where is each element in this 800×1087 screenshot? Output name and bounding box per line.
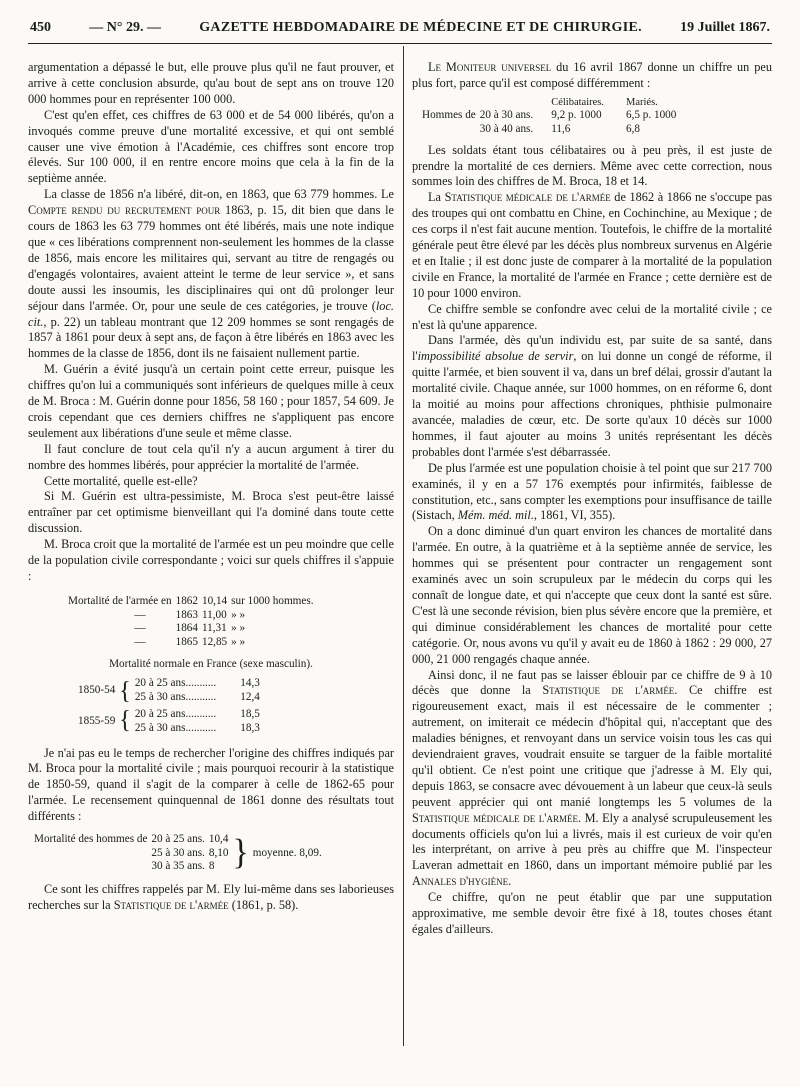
paragraph: La classe de 1856 n'a libéré, dit-on, en 1863, que 63 779 hommes. Le Compte rendu du recrutement pour 1863, p. 15, dit bien que dans le cours de 1863 les 63 779 hommes ont été libérés, mais une note indique que « ces libérations comprennent non-seulement les hommes de la classe de 1856, mais encore les militaires qui, servant au titre de rengagés ou d'engagés volontaires, avaient atteint le terme de leur service », et sans doute aussi les insoumis, les disciplinaires qui ont dû prolonger leur séjour dans l'armée. Or, pour une seule de ces catégories, je trouve (loc. cit., p. 22) un tableau montrant que 12 209 hommes se sont rengagés de 1857 à 1861 pour deux à sept ans, de façon à être libérés en 1863 avec les hommes de la classe de 1856, dont ils ne faisaient nullement partie. <box>28 187 394 361</box>
mean-value: moyenne. 8,09. <box>252 846 322 859</box>
issue-date: 19 Juillet 1867. <box>680 20 770 35</box>
paragraph: Ainsi donc, il ne faut pas se laisser éblouir par ce chiffre de 9 à 10 décès que donne la Statistique de l'armée. Ce chiffre est rigoureusement exact, mais il est nécessaire de le commenter ; autrement, on imiterait ce médecin d'hôpital qui, n'acceptant que des maladies bénignes, et renvoyant dans un service voisin tous les cas qui deviendraient graves, voudrait ensuite se targuer de la faible mortalité qu'il obtient. Ce n'est point une critique que j'adresse à M. Ely qui, depuis 1863, se consacre avec dévouement à un labeur que ceux-là seuls peuvent apprécier qui ont manié longtemps les 5 volumes de la Statistique médicale de l'armée. M. Ely a analysé scrupuleusement les documents officiels qu'on lui a livrés, mais il est curieux de voir qu'en les interprétant, on arrive à peu près au chiffre que M. l'inspecteur Laveran admettait en 1860, dans un important mémoire publié par les Annales d'hygiène. <box>412 667 772 889</box>
table-row: — 1863 11,00 » » <box>134 608 246 621</box>
brace-glyph: } <box>232 832 249 872</box>
paragraph: M. Guérin a évité jusqu'à un certain point cette erreur, puisque les chiffres qu'on lui a communiqués sont inférieurs de quelques mille à ceux de M. Broca : M. Guérin donne pour 1856, 58 160 ; pour 1857, 54 609. Je crois cependant que ces derniers chiffres ne s'appliquent pas encore seulement aux libérations d'une seule et même classe. <box>28 362 394 440</box>
paragraph: Le Moniteur universel du 16 avril 1867 donne un chiffre un peu plus fort, parce qu'il est composé différemment : <box>412 60 772 90</box>
brace-glyph: { <box>119 677 131 705</box>
paragraph: Ce chiffre semble se confondre avec celui de la mortalité civile ; ce n'est là qu'une apparence. <box>412 301 772 332</box>
table-label: Hommes de <box>422 109 476 122</box>
table-row: — 1865 12,85 » » <box>134 635 246 648</box>
table-row: 1855-59 { 20 à 25 ans........... 18,5 <box>78 706 260 734</box>
paragraph: La Statistique médicale de l'armée de 1862 à 1866 ne s'occupe pas des troupes qui ont combattu en Chine, en Cochinchine, au Mexique ; de ces corps il n'est fait aucune mention. Toutefois, le chiffre de la mortalité générale peut être élevé par les décès plus nombreux survenus en Algérie et en Italie ; il est donc juste de comparer à la mortalité de la population civile en France, la mortalité de l'armée en France ; cette dernière est de 10 pour 1000 environ. <box>412 190 772 300</box>
paragraph: C'est qu'en effet, ces chiffres de 63 000 et de 54 000 libérés, qu'on a invoqués comme preuve d'une mortalité excessive, et qui ont semblé causer une vive émotion à l'Académie, ces chiffres sont encore trop élevés. Sur 100 000, il en rentre encore moins que cela à la fin de la septième année. <box>28 107 394 186</box>
table-row: Mortalité de l'armée en 1862 10,14 sur 1000 hommes. <box>68 594 314 607</box>
page-number: 450 <box>30 20 51 35</box>
table-row: Hommes de 20 à 30 ans. 9,2 p. 1000 6,5 p. 1000 <box>422 109 677 122</box>
table-row: 25 à 30 ans. 8,10 <box>151 846 229 859</box>
table-row: Mortalité des hommes de 20 à 25 ans. 10,4 } moyenne. 8,09. <box>34 833 326 847</box>
left-column <box>28 60 394 914</box>
paragraph: Je n'ai pas eu le temps de rechercher l'origine des chiffres indiqués par M. Broca pour la mortalité civile ; mais pourquoi recourir à la statistique de 1850-59, quand il s'agit de la comparer à celle de 1862-65 pour l'armée. Le recensement quinquennal de 1861 donne des résultats tout différents : <box>28 745 394 824</box>
table-row: 30 à 35 ans. 8 <box>151 860 215 873</box>
paragraph: Les soldats étant tous célibataires ou à peu près, il est juste de prendre la mortalité de ces derniers. Même avec cette correction, nous sommes loin des chiffres de M. Broca, 18 et 14. <box>412 142 772 189</box>
table-row: 30 à 40 ans. 11,6 6,8 <box>479 123 640 135</box>
right-column <box>412 60 772 938</box>
column-divider <box>403 46 404 1046</box>
issue-number: — N° 29. — <box>89 20 161 35</box>
brace-glyph: { <box>119 706 131 734</box>
journal-title: GAZETTE HEBDOMADAIRE DE MÉDECINE ET DE CHIRURGIE. <box>199 20 642 35</box>
army-mortality-table <box>68 595 318 649</box>
paragraph: De plus l'armée est une population choisie à tel point que sur 217 700 examinés, il y en a 57 176 exemptés pour infirmités, faiblesse de constitution, etc., sans compter les exemptions pour insuffisance de taille (Sistach, Mém. méd. mil., 1861, VI, 355). <box>412 460 772 523</box>
table-header-row <box>422 96 680 110</box>
table-row: 25 à 30 ans........... 12,4 <box>134 690 260 703</box>
marital-mortality-table <box>422 96 680 137</box>
column-header: Célibataires. <box>551 96 604 108</box>
paragraph: On a donc diminué d'un quart environ les chances de mortalité dans l'armée. En outre, à la quatrième et à la septième année de service, les hommes qui se présentent pour contracter un rengagement sont examinés avec un soin scrupuleux par le médecin du corps qui les connaît de longue date, et qui n'accepte que ceux dont la santé est sûre. C'est là une seconde révision, bien plus sévère encore que la première, et qui diminue considérablement les chances de mortalité pour cette catégorie. Or, nous avons vu qu'il y avait eu de 1860 à 1862 : 29 000, 27 000, 21 000 rengagés chaque année. <box>412 524 772 666</box>
paragraph: M. Broca croit que la mortalité de l'armée est un peu moindre que celle de la population civile correspondante ; voici sur quels chiffres il s'appuie : <box>28 537 394 583</box>
table-label: Mortalité des hommes de <box>34 833 148 846</box>
paragraph: Si M. Guérin est ultra-pessimiste, M. Broca s'est peut-être laissé entraîner par cet optimisme bienveillant qui l'a dominé dans toute cette discussion. <box>28 489 394 536</box>
table-row: 1850-54 { 20 à 25 ans........... 14,3 <box>78 677 260 705</box>
table-row: 25 à 30 ans........... 18,3 <box>134 721 260 734</box>
period-label: 1855-59 <box>78 715 116 728</box>
paragraph: Cette mortalité, quelle est-elle? <box>44 473 198 488</box>
column-header: Mariés. <box>626 96 658 108</box>
civil-mortality-table <box>78 677 264 735</box>
page-header <box>30 20 770 42</box>
census-mortality-table <box>34 833 326 874</box>
table-row: — 1864 11,31 » » <box>134 622 246 635</box>
period-label: 1850-54 <box>78 683 116 696</box>
table-caption: Mortalité normale en France (sexe masculin). <box>109 658 313 671</box>
table-label: Mortalité de l'armée en <box>68 594 172 607</box>
paragraph: Ce chiffre, qu'on ne peut établir que par une supputation approximative, me semble devoir être fixé à 18, toutes choses étant égales d'ailleurs. <box>412 890 772 936</box>
header-rule <box>28 43 772 44</box>
paragraph: Ce sont les chiffres rappelés par M. Ely lui-même dans ses laborieuses recherches sur la Statistique de l'armée (1861, p. 58). <box>28 881 394 912</box>
paragraph: Il faut conclure de tout cela qu'il n'y a aucun argument à tirer du nombre des hommes libérés, pour apprécier la mortalité de l'armée. <box>28 441 394 472</box>
paragraph: Dans l'armée, dès qu'un individu est, par suite de sa santé, dans l'impossibilité absolue de servir, on lui donne un congé de réforme, il quitte l'armée, et bien souvent il va, dans un bref délai, grossir d'autant la mortalité civile. Chaque année, sur 1000 hommes, on en réforme 6, dont la moitié au moins pour affections chroniques, phthisie pulmonaire avancée, maladies de cœur, etc. De sorte qu'aux 10 décès sur 1000 hommes, il faut ajouter au moins 3 unités représentant les décès probables dont l'armée s'est débarrassée. <box>412 333 772 459</box>
paragraph: argumentation a dépassé le but, elle prouve plus qu'il ne faut prouver, et arrive à cette conclusion absurde, qu'au bout de sept ans on trouve 120 000 hommes pour en représenter 100 000. <box>28 60 394 106</box>
